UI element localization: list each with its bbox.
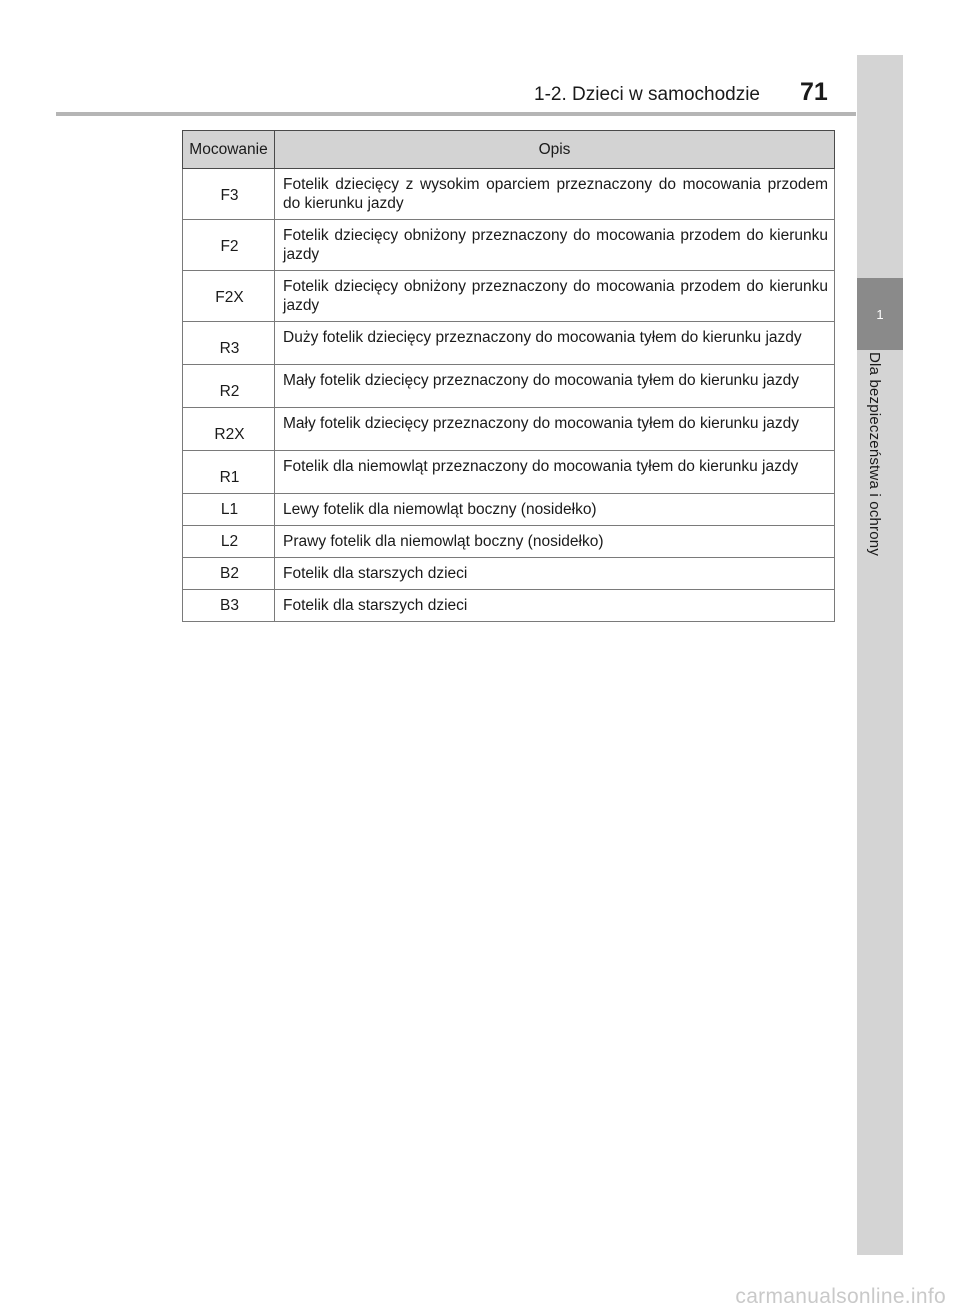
row-description: Prawy fotelik dla niemowląt boczny (nosidełko) (275, 526, 835, 558)
row-description: Fotelik dla starszych dzieci (275, 558, 835, 590)
section-title: 1-2. Dzieci w samochodzie (534, 84, 760, 105)
child-seat-table (182, 130, 835, 622)
table-row (183, 271, 835, 322)
table-row (183, 220, 835, 271)
page-number: 71 (800, 78, 828, 106)
table-row (183, 494, 835, 526)
row-code: F2 (183, 220, 275, 271)
row-description: Lewy fotelik dla niemowląt boczny (nosidełko) (275, 494, 835, 526)
row-code: R3 (183, 322, 275, 365)
table-row (183, 169, 835, 220)
table-row (183, 451, 835, 494)
chapter-side-tab (857, 55, 903, 1255)
row-code: R1 (183, 451, 275, 494)
row-code: R2 (183, 365, 275, 408)
site-watermark: carmanualsonline.info (735, 1285, 946, 1308)
row-description: Fotelik dziecięcy obniżony przeznaczony do mocowania przodem do kierunku jazdy (275, 220, 835, 271)
row-code: B3 (183, 590, 275, 622)
header-divider (56, 112, 856, 116)
row-description: Mały fotelik dziecięcy przeznaczony do mocowania tyłem do kierunku jazdy (275, 365, 835, 408)
row-description: Fotelik dla niemowląt przeznaczony do mocowania tyłem do kierunku jazdy (275, 451, 835, 494)
chapter-number-badge: 1 (857, 278, 903, 350)
row-description: Fotelik dla starszych dzieci (275, 590, 835, 622)
column-header-mocowanie: Mocowanie (183, 131, 275, 169)
row-description: Mały fotelik dziecięcy przeznaczony do mocowania tyłem do kierunku jazdy (275, 408, 835, 451)
table-row (183, 558, 835, 590)
table-header-row (183, 131, 835, 169)
table-row (183, 322, 835, 365)
table-row (183, 590, 835, 622)
row-code: F3 (183, 169, 275, 220)
row-code: R2X (183, 408, 275, 451)
chapter-label: Dla bezpieczeństwa i ochrony (866, 352, 883, 557)
table-row (183, 365, 835, 408)
column-header-opis: Opis (275, 131, 835, 169)
table-row (183, 526, 835, 558)
table-row (183, 408, 835, 451)
row-code: L1 (183, 494, 275, 526)
row-description: Fotelik dziecięcy obniżony przeznaczony do mocowania przodem do kierunku jazdy (275, 271, 835, 322)
row-code: F2X (183, 271, 275, 322)
row-code: L2 (183, 526, 275, 558)
row-description: Duży fotelik dziecięcy przeznaczony do mocowania tyłem do kierunku jazdy (275, 322, 835, 365)
row-description: Fotelik dziecięcy z wysokim oparciem przeznaczony do mocowania przodem do kierunku jazdy (275, 169, 835, 220)
row-code: B2 (183, 558, 275, 590)
